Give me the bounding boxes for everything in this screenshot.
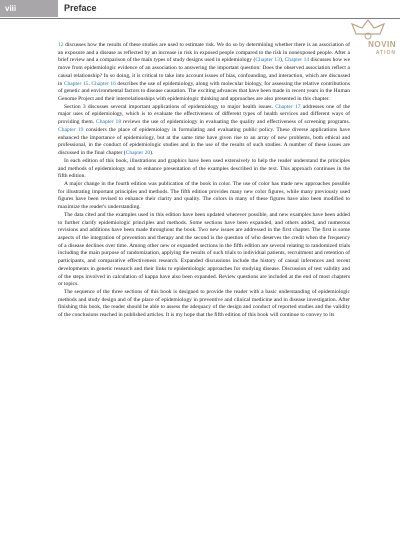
body-paragraph [58,181,350,212]
paragraph-text: The sequence of the three sections of this book is designed to provide the reader with a basic understanding of epidemiologic methods and study design and of the place of epidemiology in preventive and clinical medicine and in disease investigation. After finishing this book, the reader should be able to assess the adequacy of the design and conduct of reported studies and the validity of the conclusions reached in published articles. It is my hope that the fifth edition of this book will continue to convey to its [58,289,350,319]
body-paragraph [58,212,350,289]
chapter-link[interactable]: Chapter 18 [96,119,122,126]
body-paragraph [58,104,350,158]
chapter-link[interactable]: Chapter 16 [91,80,116,87]
chapter-link[interactable]: Chapter 14 [284,57,310,64]
paragraph-text: discusses how the results of these studies are used to estimate risk. We do so by determining whether there is an association of an exposure and a disease as reflected by an increase in risk in exposed people compared to the risk in nonexposed people. After a brief review and a comparison of the main types of study designs used in epidemiology ( [58,42,350,64]
body-paragraph [58,289,350,320]
watermark-text-2: ATION [375,50,396,56]
chapter-link[interactable]: Chapter 20 [125,150,151,157]
paragraph-text: reviews the use of epidemiology in evaluating the quality and effectiveness of screening programs. [121,119,350,126]
paragraph-text: In each edition of this book, illustrations and graphics have been used extensively to help the reader understand the principles and methods of epidemiology and to enhance presentation of the examples described in the text. This approach continues in the fifth edition. [58,157,350,180]
preface-body [58,42,350,320]
paragraph-text: . [88,80,92,87]
body-paragraph [58,158,350,181]
paragraph-text: The data cited and the examples used in this edition have been updated wherever possible, and new examples have been added to further clarify epidemiologic principles and methods. Some sections have been expanded, and others added, and numerous revisions and additions have been made throughout the book. Two new issues are addressed in the first chapter. The first is some aspects of the integration of prevention and therapy and the second is the question of who deserves the credit when the frequency of a disease declines over time. Among other new or expanded sections in the fifth edition are several relating to randomized trials including the main purpose of randomization, applying the results of such trials to individual patients, recruitment and retention of participants, and comparative effectiveness research. Expanded discussions include the history of causal inferences and recent developments in genetic research and their links to epidemiologic approaches for studying disease. Discussion of test validity and of the steps involved in calculation of kappa have also been expanded. Review questions are included at the end of most chapters or topics. [58,211,350,288]
chapter-link[interactable]: Chapter 17 [275,103,301,110]
paragraph-text: Section 3 discusses several important applications of epidemiology to major health issues. [64,103,276,110]
chapter-link[interactable]: Chapter 13 [255,57,280,64]
paragraph-text: A major change in the fourth edition was publication of the book in color. The use of color has made new approaches possible for illustrating important principles and methods. The fifth edition provides many new color figures, while many previously used figures have been revised to enhance their clarity and quality. The colors in many of these figures have also been modified to maximize the reader's understanding. [58,180,350,211]
page-number-badge: viii [0,0,58,17]
watermark-crest-icon [340,18,396,42]
paragraph-text: addresses one of the major uses of epidemiology, which is to evaluate the effectiveness of different types of health services and different ways of providing them. [58,103,350,126]
chapter-link[interactable]: Chapter 19 [58,126,84,133]
paragraph-text: describes the use of epidemiology, along with molecular biology, for assessing the relative contributions of genetic and environmental factors to disease causation. The exciting advances that have been made in recent years in the Human Genome Project and their interrelationships with epidemiologic thinking and approaches are also presented in this chapter. [58,80,350,103]
paragraph-text: considers the place of epidemiology in formulating and evaluating public policy. These diverse applications have enhanced the importance of epidemiology, but at the same time have given rise to an array of new problems, both ethical and professional, in the conduct of epidemiologic studies and in the use of the results of such studies. A number of these issues are discussed in the final chapter ( [58,126,350,157]
chapter-link[interactable]: Chapter 15 [63,80,89,87]
paragraph-text: discusses how we move from epidemiologic evidence of an association to answering the important question: Does the observed association reflect a causal relationship? In so doing, it is critical to take into account issues of bias, confounding, and interaction, which are discussed in [58,57,351,87]
body-paragraph [58,42,350,104]
watermark-text-1: NOVIN [368,40,396,49]
paragraph-text: ), [279,57,285,64]
running-title: Preface [64,3,97,13]
chapter-link[interactable]: 12 [58,42,64,48]
paragraph-text: ). [150,150,154,157]
